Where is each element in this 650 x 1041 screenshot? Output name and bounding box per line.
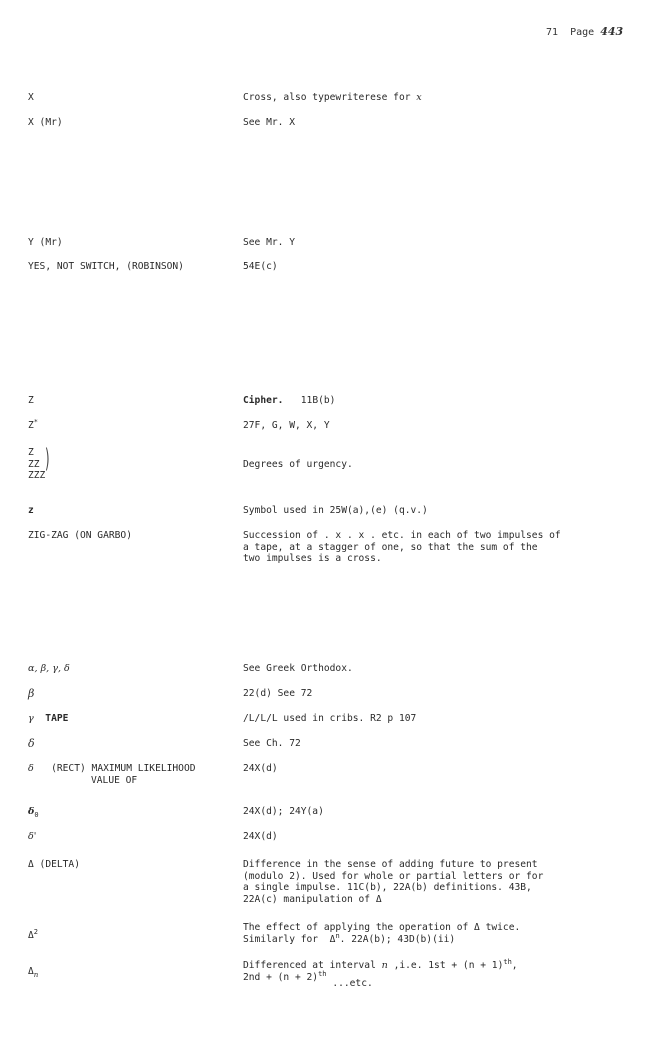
def-zigzag — [243, 530, 628, 565]
term-urgency-zz: ZZ — [28, 458, 40, 470]
def-zigzag-line: a tape, at a stagger of one, so that the sum of the — [243, 541, 538, 553]
term-urgency-zzz: ZZZ — [28, 470, 46, 481]
def-delta-n-line1-n: n — [381, 960, 388, 971]
term-zigzag: ZIG-ZAG (ON GARBO) — [28, 530, 132, 541]
def-delta-cap-line: a single impulse. 11C(b), 22A(b) definitions. 43B, — [243, 882, 532, 893]
def-delta-squared-line2-sup: n — [335, 931, 340, 940]
term-delta-0-symbol: δ — [28, 806, 35, 817]
handwritten-page-number: 443 — [600, 25, 624, 38]
term-urgency-z: Z — [28, 447, 34, 458]
def-delta-cap — [243, 859, 628, 905]
def-delta-n-line1-b: ,i.e. 1st + (n + 1) — [393, 960, 504, 971]
def-delta-n-line2-a: 2nd + (n + 2) — [243, 971, 319, 983]
term-delta: δ — [28, 737, 35, 750]
def-delta-n-line1-c: , — [511, 960, 518, 971]
term-z-symbol: z — [28, 505, 34, 516]
def-z-cipher: Cipher. — [243, 395, 284, 406]
def-z-star: 27F, G, W, X, Y — [243, 420, 330, 431]
def-delta-prime: 24X(d) — [243, 831, 278, 842]
def-z-ref: 11B(b) — [300, 395, 336, 406]
def-z-symbol: Symbol used in 25W(a),(e) (q.v.) — [243, 505, 428, 516]
term-x-mr: X (Mr) — [28, 117, 63, 128]
def-greek: See Greek Orthodox. — [243, 663, 353, 674]
term-z-star-sup: * — [33, 417, 38, 426]
def-delta-squared-line2-sym: Δ — [329, 933, 336, 945]
def-delta-n-line2 — [243, 969, 628, 989]
def-delta-squared-line2-a: Similarly for — [243, 933, 319, 945]
term-z-star — [28, 417, 38, 432]
def-delta-cap-line: Difference in the sense of adding future to present — [243, 859, 538, 870]
term-delta-n — [28, 966, 38, 978]
term-x: X — [28, 92, 34, 103]
term-beta: β — [28, 687, 35, 700]
term-yes-not-switch: YES, NOT SWITCH, (ROBINSON) — [28, 261, 184, 272]
term-z-star-letter: Z — [28, 420, 34, 431]
term-delta-rect-symbol: δ — [28, 763, 34, 774]
def-yes-not-switch: 54E(c) — [243, 261, 278, 272]
term-delta-n-sub: n — [33, 970, 39, 979]
def-delta-rect: 24X(d) — [243, 763, 278, 774]
def-urgency: Degrees of urgency. — [243, 459, 353, 470]
def-x-text: Cross, also typewriterese for — [243, 92, 411, 103]
term-z: Z — [28, 395, 34, 406]
def-x-mr: See Mr. X — [243, 117, 295, 128]
def-delta-cap-line: (modulo 2). Used for whole or partial letters or for — [243, 870, 544, 882]
def-delta-n-line1-a: Differenced at interval — [243, 960, 376, 971]
def-delta-n-line2-sup: th — [318, 969, 327, 978]
def-delta: See Ch. 72 — [243, 738, 301, 749]
urgency-brace: ) — [45, 444, 50, 474]
def-delta-n-line1-sup: th — [503, 957, 512, 966]
term-delta-rect-line2: VALUE OF — [91, 774, 138, 786]
term-gamma-tape-label: TAPE — [45, 713, 69, 724]
term-delta-rect — [28, 763, 196, 786]
term-y-mr: Y (Mr) — [28, 237, 63, 248]
def-delta-squared-line1: The effect of applying the operation of Δ twice. — [243, 922, 521, 933]
def-y-mr: See Mr. Y — [243, 237, 295, 248]
term-delta-cap: Δ (DELTA) — [28, 859, 80, 870]
def-delta-0: 24X(d); 24Y(a) — [243, 806, 324, 817]
def-delta-n-line1 — [243, 957, 628, 972]
def-delta-squared-line2-b: . 22A(b); 43D(b)(ii) — [339, 933, 456, 945]
term-greek: α, β, γ, δ — [28, 663, 70, 674]
term-delta-squared — [28, 927, 38, 942]
def-delta-squared-line2 — [243, 931, 628, 946]
term-delta-0-sub: 0 — [34, 810, 39, 819]
def-zigzag-line: two impulses is a cross. — [243, 553, 382, 564]
term-urgency — [28, 447, 45, 482]
term-delta-prime: δ' — [28, 831, 37, 842]
page-number: 71 — [546, 27, 559, 38]
def-beta: 22(d) See 72 — [243, 688, 313, 699]
term-delta-squared-sup: 2 — [33, 927, 38, 936]
term-gamma-symbol: γ — [28, 713, 34, 724]
def-zigzag-line: Succession of . x . x . etc. in each of two impulses of — [243, 530, 561, 541]
def-gamma-tape: /L/L/L used in cribs. R2 p 107 — [243, 713, 417, 724]
term-delta-0 — [28, 806, 39, 818]
term-delta-squared-symbol: Δ — [28, 930, 34, 941]
def-delta-n-line2-b: ...etc. — [332, 977, 373, 989]
term-delta-n-symbol: Δ — [28, 966, 34, 977]
def-z — [243, 395, 628, 407]
def-delta-squared — [243, 922, 628, 945]
def-x-symbol: x — [416, 92, 422, 103]
term-delta-rect-line1: (RECT) MAXIMUM LIKELIHOOD — [51, 763, 196, 774]
def-delta-cap-line: 22A(c) manipulation of Δ — [243, 893, 382, 905]
def-delta-n — [243, 957, 628, 989]
term-gamma-tape — [28, 713, 68, 725]
page-header — [546, 25, 623, 38]
def-x — [243, 92, 628, 104]
page-label: Page — [570, 27, 595, 38]
